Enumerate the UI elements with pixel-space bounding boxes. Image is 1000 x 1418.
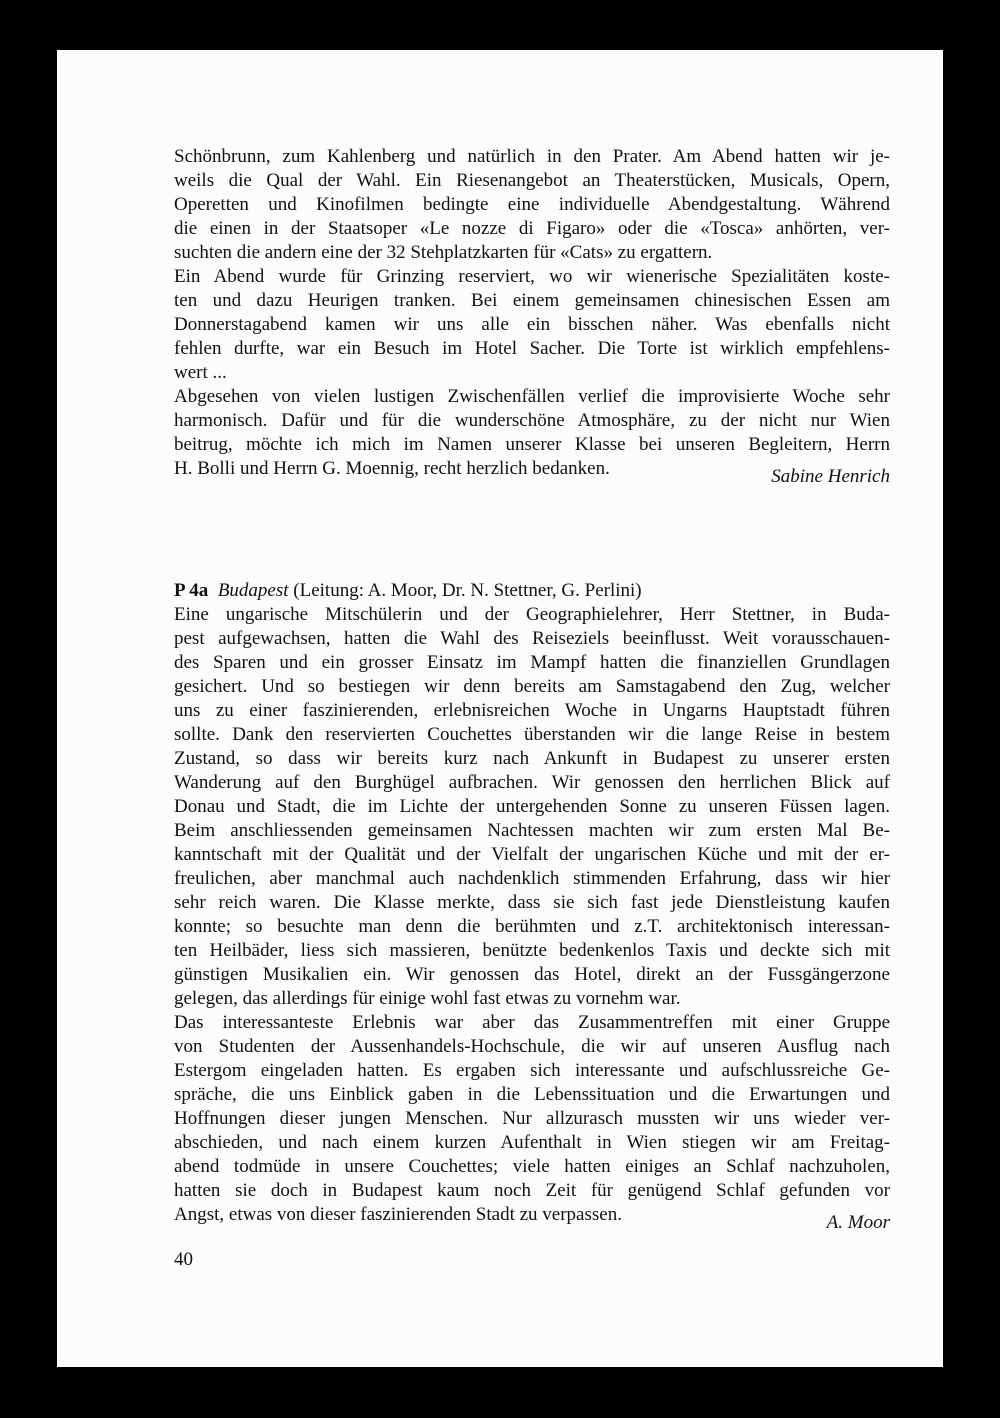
text-line bbox=[174, 457, 890, 487]
text-line: abend todmüde in unsere Couchettes; viele hatten einiges an Schlaf nachzuholen, bbox=[174, 1156, 890, 1177]
block-vienna bbox=[174, 145, 890, 487]
text-line: abschieden, und nach einem kurzen Aufenthalt in Wien stiegen wir am Freitag- bbox=[174, 1132, 890, 1153]
text-line: pest aufgewachsen, hatten die Wahl des Reiseziels beeinflusst. Weit vorausschauen- bbox=[174, 628, 890, 649]
text-line bbox=[174, 1203, 890, 1233]
text-line: Ein Abend wurde für Grinzing reserviert, wo wir wienerische Spezialitäten koste- bbox=[174, 266, 890, 287]
section-label: P 4a bbox=[174, 580, 209, 601]
text-line: wert ... bbox=[174, 362, 227, 383]
block-budapest bbox=[174, 579, 890, 1233]
signature: A. Moor bbox=[826, 1212, 890, 1233]
text-line: von Studenten der Aussenhandels-Hochschule, die wir auf unseren Ausflug nach bbox=[174, 1036, 890, 1057]
text-line: die einen in der Staatsoper «Le nozze di Figaro» oder die «Tosca» anhörten, ver- bbox=[174, 218, 890, 239]
text-line: Donau und Stadt, die im Lichte der untergehenden Sonne zu unseren Füssen lagen. bbox=[174, 796, 890, 817]
text-line: fehlen durfte, war ein Besuch im Hotel Sacher. Die Torte ist wirklich empfehlens- bbox=[174, 338, 890, 359]
text-line: ten Heilbäder, liess sich massieren, benützte bedenkenlos Taxis und deckte sich mit bbox=[174, 940, 890, 961]
last-line-text: Angst, etwas von dieser faszinierenden Stadt zu verpassen. bbox=[174, 1204, 622, 1225]
text-line: Operetten und Kinofilmen bedingte eine individuelle Abendgestaltung. Während bbox=[174, 194, 890, 215]
text-line: weils die Qual der Wahl. Ein Riesenangebot an Theaterstücken, Musicals, Opern, bbox=[174, 170, 890, 191]
last-line-text: H. Bolli und Herrn G. Moennig, recht herzlich bedanken. bbox=[174, 458, 610, 479]
text-line: Hoffnungen dieser jungen Menschen. Nur allzurasch mussten wir uns wieder ver- bbox=[174, 1108, 890, 1129]
section-destination: Budapest bbox=[217, 580, 289, 601]
text-line: Zustand, so dass wir bereits kurz nach Ankunft in Budapest zu unserer ersten bbox=[174, 748, 890, 769]
page-number: 40 bbox=[174, 1249, 193, 1270]
section-heading bbox=[174, 579, 890, 603]
text-line: Donnerstagabend kamen wir uns alle ein bisschen näher. Was ebenfalls nicht bbox=[174, 314, 890, 335]
text-line: harmonisch. Dafür und für die wunderschöne Atmosphäre, zu der nicht nur Wien bbox=[174, 410, 890, 431]
text-line: freulichen, aber manchmal auch nachdenklich stimmenden Erfahrung, dass wir hier bbox=[174, 868, 890, 889]
text-line: Estergom eingeladen hatten. Es ergaben sich interessante und aufschlussreiche Ge- bbox=[174, 1060, 890, 1081]
text-line: Das interessanteste Erlebnis war aber das Zusammentreffen mit einer Gruppe bbox=[174, 1012, 890, 1033]
text-line: gelegen, das allerdings für einige wohl fast etwas zu vornehm war. bbox=[174, 988, 681, 1009]
text-line: uns zu einer faszinierenden, erlebnisreichen Woche in Ungarns Hauptstadt führen bbox=[174, 700, 890, 721]
text-line: Abgesehen von vielen lustigen Zwischenfällen verlief die improvisierte Woche sehr bbox=[174, 386, 890, 407]
text-line: Beim anschliessenden gemeinsamen Nachtessen machten wir zum ersten Mal Be- bbox=[174, 820, 890, 841]
text-line: gesichert. Und so bestiegen wir denn bereits am Samstagabend den Zug, welcher bbox=[174, 676, 890, 697]
text-line: sollte. Dank den reservierten Couchettes überstanden wir die lange Reise in bestem bbox=[174, 724, 890, 745]
section-leaders: (Leitung: A. Moor, Dr. N. Stettner, G. Perlini) bbox=[288, 580, 642, 601]
text-line: sehr reich waren. Die Klasse merkte, dass sie sich fast jede Dienstleistung kaufen bbox=[174, 892, 890, 913]
text-line: ten und dazu Heurigen tranken. Bei einem gemeinsamen chinesischen Essen am bbox=[174, 290, 890, 311]
text-line: des Sparen und ein grosser Einsatz im Mampf hatten die finanziellen Grundlagen bbox=[174, 652, 890, 673]
signature: Sabine Henrich bbox=[771, 466, 890, 487]
text-line: hatten sie doch in Budapest kaum noch Zeit für genügend Schlaf gefunden vor bbox=[174, 1180, 890, 1201]
text-line: beitrug, möchte ich mich im Namen unserer Klasse bei unseren Begleitern, Herrn bbox=[174, 434, 890, 455]
text-line: spräche, die uns Einblick gaben in die Lebenssituation und die Erwartungen und bbox=[174, 1084, 890, 1105]
text-line: Eine ungarische Mitschülerin und der Geographielehrer, Herr Stettner, in Buda- bbox=[174, 604, 890, 625]
text-line: konnte; so besuchte man denn die berühmten und z.T. architektonisch interessan- bbox=[174, 916, 890, 937]
text-line: günstigen Musikalien ein. Wir genossen das Hotel, direkt an der Fussgängerzone bbox=[174, 964, 890, 985]
text-line: suchten die andern eine der 32 Stehplatzkarten für «Cats» zu ergattern. bbox=[174, 242, 713, 263]
text-line: Schönbrunn, zum Kahlenberg und natürlich in den Prater. Am Abend hatten wir je- bbox=[174, 146, 890, 167]
text-line: kanntschaft mit der Qualität und der Vielfalt der ungarischen Küche und mit der er- bbox=[174, 844, 890, 865]
text-line: Wanderung auf den Burghügel aufbrachen. Wir genossen den herrlichen Blick auf bbox=[174, 772, 890, 793]
